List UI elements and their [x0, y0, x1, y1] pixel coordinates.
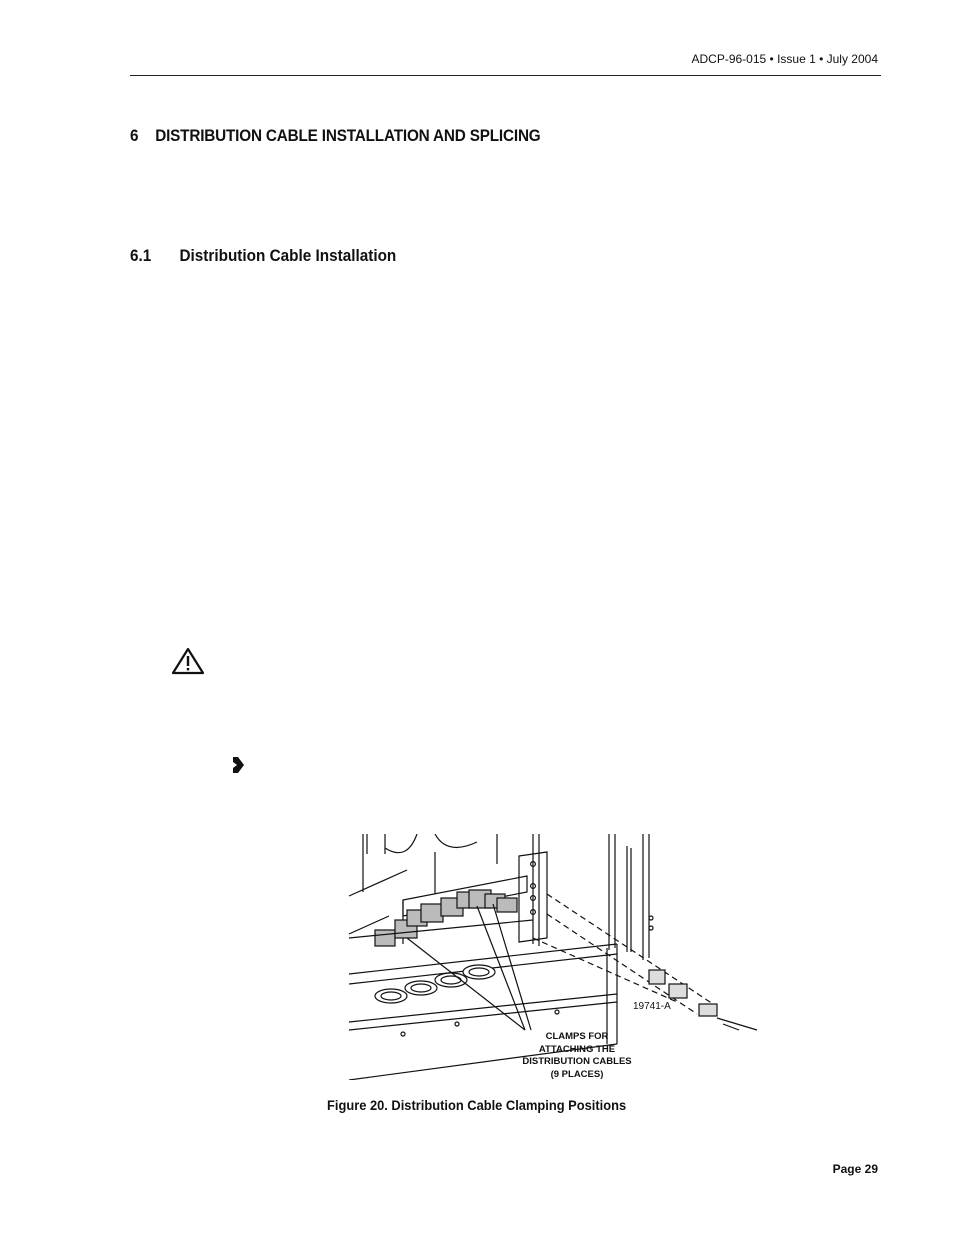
page-number: Page 29: [832, 1162, 878, 1176]
note-arrow-icon: [231, 756, 245, 774]
callout-line-4: (9 PLACES): [550, 1068, 604, 1080]
callout-line-1: CLAMPS FOR: [545, 1031, 609, 1042]
subsection-number: 6.1: [130, 246, 152, 265]
drawing-id: 19741-A: [633, 1001, 671, 1012]
header-divider: [130, 75, 881, 76]
subsection-heading: [130, 246, 396, 266]
section-title: DISTRIBUTION CABLE INSTALLATION AND SPLICING: [155, 126, 541, 145]
callout-line-2: ATTACHING THE: [538, 1043, 616, 1055]
subsection-title: Distribution Cable Installation: [179, 246, 397, 265]
clamp-callout: [512, 1031, 642, 1081]
warning-triangle-icon: [171, 647, 205, 675]
figure-caption: [0, 1097, 954, 1113]
callout-line-3: DISTRIBUTION CABLES: [522, 1056, 632, 1067]
figure-caption-text: Figure 20. Distribution Cable Clamping Positions: [327, 1097, 627, 1113]
section-heading: [130, 126, 541, 146]
document-reference: ADCP-96-015 • Issue 1 • July 2004: [691, 52, 878, 66]
section-number: 6: [130, 126, 139, 145]
